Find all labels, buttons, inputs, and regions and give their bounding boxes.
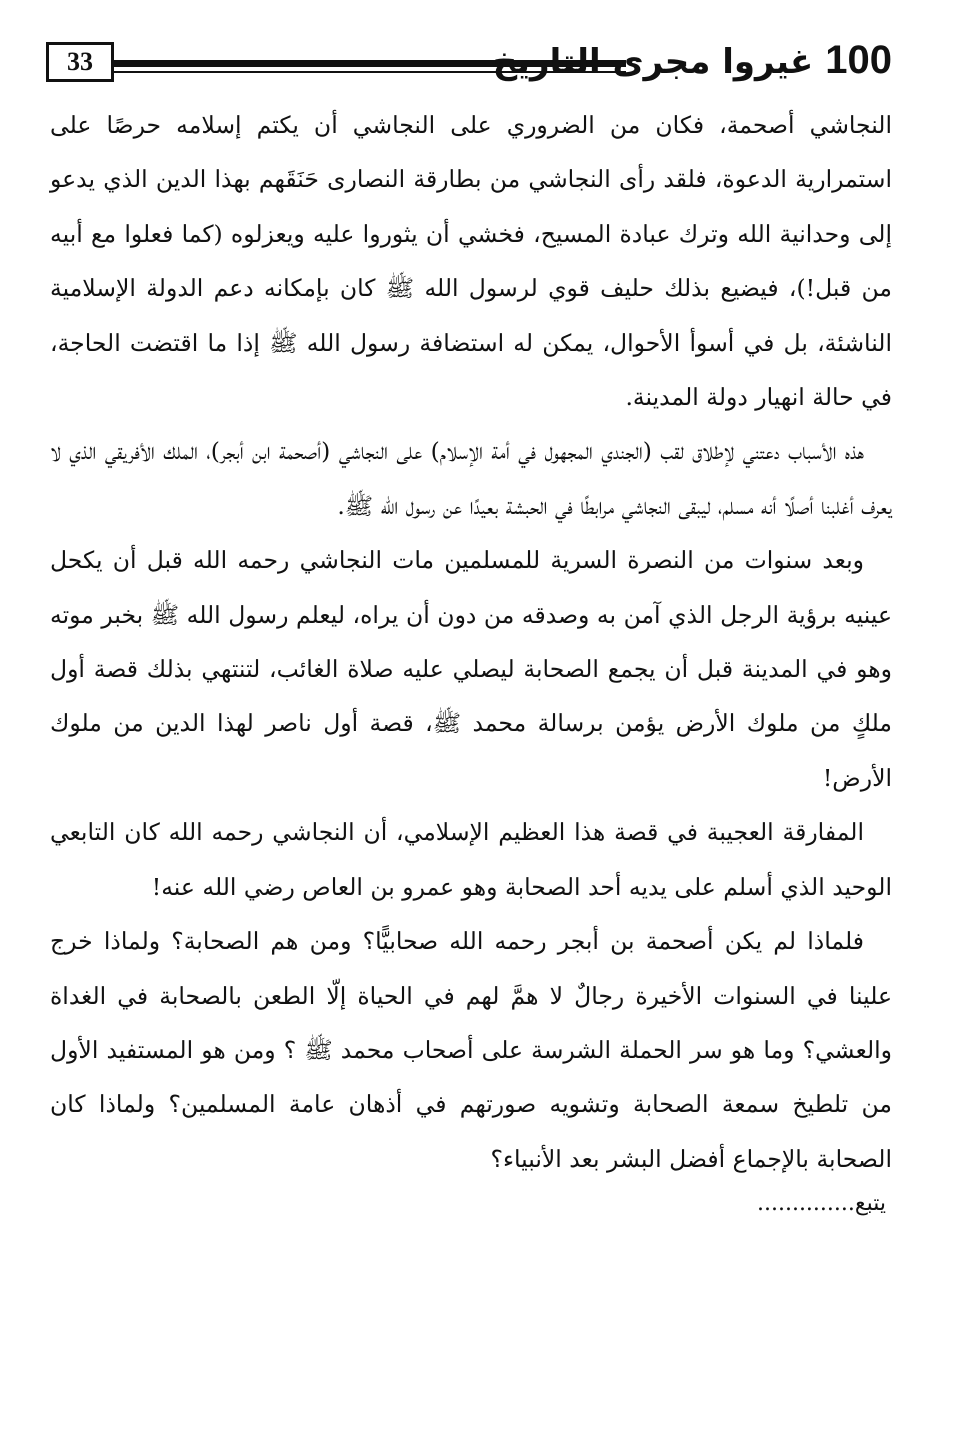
page-number: 33 xyxy=(46,42,114,82)
paragraph: النجاشي أصحمة، فكان من الضروري على النجاشي أن يكتم إسلامه حرصًا على استمرارية الدعوة، فلقد رأى النجاشي من بطارقة النصارى حَنَقَهم بهذا الدين الذي يدعو إلى وحدانية الله وترك عبادة المسيح، فخشي أن يثوروا عليه ويعزلوه (كما فعلوا مع أبيه من قبل!)، فيضيع بذلك حليف قوي لرسول الله ﷺ كان بإمكانه دعم الدولة الإسلامية الناشئة، بل في أسوأ الأحوال، يمكن له استضافة رسول الله ﷺ إذا ما اقتضت الحاجة، في حالة انهيار دولة المدينة. xyxy=(50,111,892,412)
book-title-number: 100 xyxy=(825,38,892,82)
paragraph: وبعد سنوات من النصرة السرية للمسلمين مات النجاشي رحمه الله قبل أن يكحل عينيه برؤية الرجل الذي آمن به وصدقه من دون أن يراه، ليعلم رسول الله ﷺ بخبر موته وهو في المدينة قبل أن يجمع الصحابة ليصلي عليه صلاة الغائب، لتنتهي بذلك قصة أول ملكٍ من ملوك الأرض يؤمن برسالة محمد ﷺ، قصة أول ناصر لهذا الدين من ملوك الأرض! xyxy=(50,546,892,792)
page-header xyxy=(46,38,892,90)
book-title-text: غيروا مجرى التاريخ xyxy=(492,42,814,82)
book-title xyxy=(493,38,892,84)
paragraph: المفارقة العجيبة في قصة هذا العظيم الإسلامي، أن النجاشي رحمه الله كان التابعي الوحيد الذي أسلم على يديه أحد الصحابة وهو عمرو بن العاص رضي الله عنه! xyxy=(50,818,892,901)
paragraph: هذه الأسباب دعتني لإطلاق لقب (الجندي المجهول في أمة الإسلام) على النجاشي (أصحمة ابن أبجر)، الملك الأفريقي الذي لا يعرف أغلبنا أصلًا أنه مسلم، ليبقى النجاشي مرابطًا في الحبشة بعيدًا عن رسول الله ﷺ. xyxy=(50,437,892,520)
continued-note: يتبع.............. xyxy=(756,1191,886,1216)
page-body xyxy=(50,98,892,1186)
paragraph: فلماذا لم يكن أصحمة بن أبجر رحمه الله صحابيًّا؟ ومن هم الصحابة؟ ولماذا خرج علينا في السنوات الأخيرة رجالٌ لا همَّ لهم في الحياة إلّا الطعن بالصحابة في الغداة والعشي؟ وما هو سر الحملة الشرسة على أصحاب محمد ﷺ ؟ ومن هو المستفيد الأول من تلطيخ سمعة الصحابة وتشويه صورتهم في أذهان عامة المسلمين؟ ولماذا كان الصحابة بالإجماع أفضل البشر بعد الأنبياء؟ xyxy=(50,927,892,1173)
